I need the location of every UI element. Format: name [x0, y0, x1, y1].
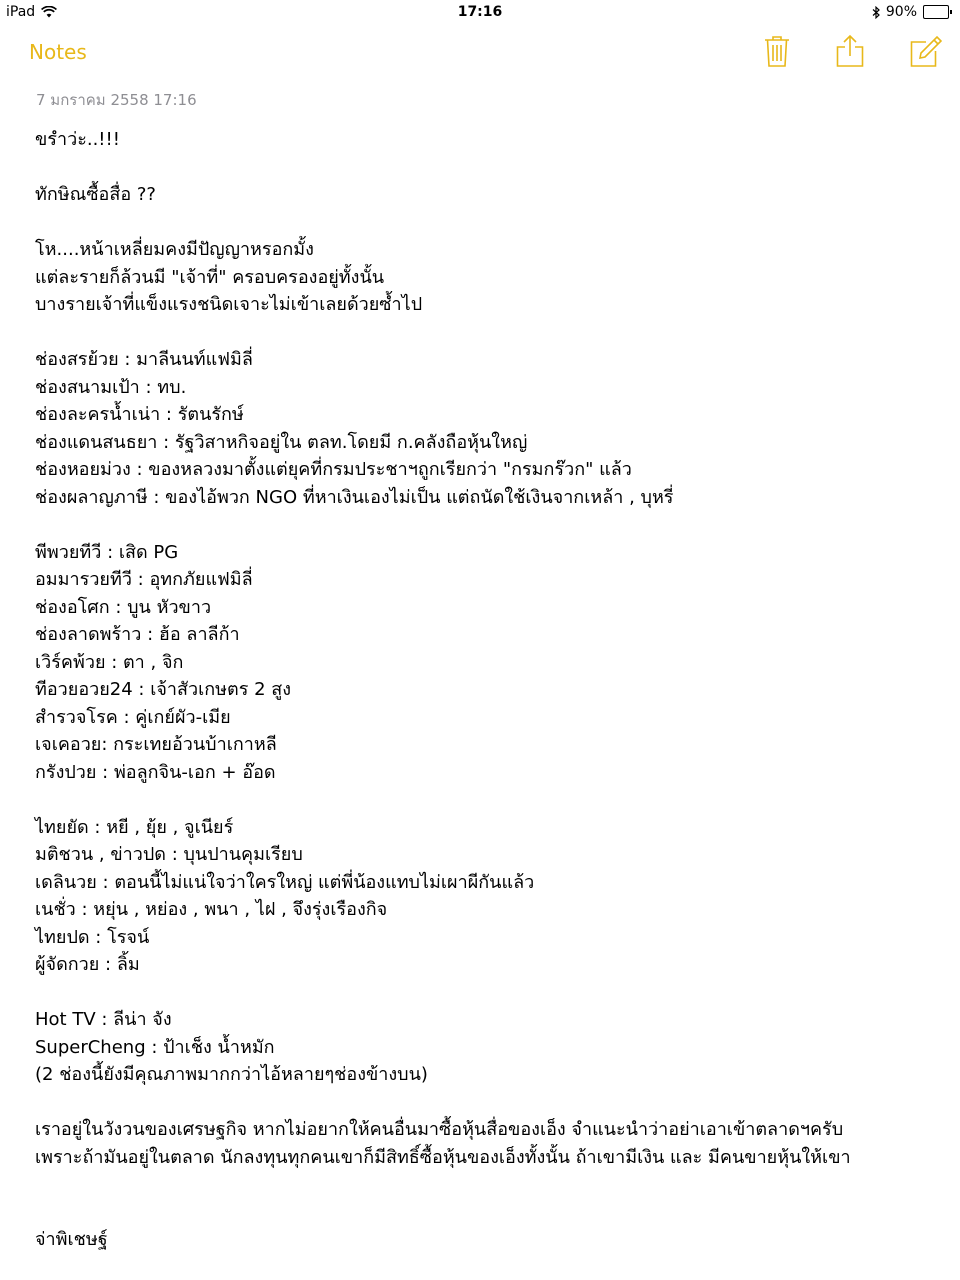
note-line: กรังปวย : พ่อลูกจิน-เอก + อ๊อด — [35, 761, 276, 783]
note-line: ขรำว่ะ..!!! — [35, 129, 120, 150]
note-line — [35, 1199, 935, 1227]
note-line: ช่องสรย้วย : มาลีนนท์แฟมิลี่ — [35, 349, 253, 370]
note-line — [35, 154, 935, 182]
note-line: ช่องแดนสนธยา : รัฐวิสาหกิจอยู่ใน ตลท.โดยมี ก.คลังถือหุ้นใหญ่ — [35, 431, 528, 453]
note-line: เดลินวย : ตอนนี้ไม่แน่ใจว่าใครใหญ่ แต่พี่น้องแทบไม่เผาผีกันแล้ว — [35, 871, 535, 893]
note-line — [35, 786, 935, 814]
status-bar — [0, 0, 960, 26]
note-line: ช่องสนามเป้า : ทบ. — [35, 376, 187, 398]
note-line: สำรวจโรค : คู่เกย์ผัว-เมีย — [35, 706, 231, 728]
note-line: ผู้จัดกวย : ลิ้ม — [35, 954, 140, 975]
note-line: ช่องอโศก : บูน หัวขาว — [35, 596, 212, 618]
note-line: พีพวยทีวี : เสิด PG — [35, 541, 179, 563]
bluetooth-icon — [872, 6, 880, 19]
note-line — [35, 511, 935, 539]
note-line: อมมารวยทีวี : อุทกภัยแฟมิลี่ — [35, 569, 253, 590]
note-line: SuperCheng : ป้าเช็ง น้ำหมัก — [35, 1036, 275, 1058]
note-line: บางรายเจ้าที่แข็งแรงชนิดเจาะไม่เข้าเลยด้วยซ้ำไป — [35, 294, 423, 315]
note-date: 7 มกราคม 2558 17:16 — [36, 91, 197, 109]
note-line: เราอยู่ในวังวนของเศรษฐกิจ หากไม่อยากให้คนอื่นมาซื้อหุ้นสื่อของเอ็ง จำแนะนำว่าอย่าเอาเข้าตลาดฯครับ — [35, 1119, 844, 1140]
notes-back-button[interactable]: Notes — [29, 40, 87, 64]
share-icon[interactable] — [834, 34, 866, 70]
note-line: ช่องละครน้ำเน่า : รัตนรักษ์ — [35, 404, 244, 425]
note-line — [35, 319, 935, 347]
note-line: ทีอวยอวย24 : เจ้าสัวเกษตร 2 สูง — [35, 679, 292, 700]
note-body[interactable] — [35, 126, 935, 1254]
note-line: โห....หน้าเหลี่ยมคงมีปัญญาหรอกมั้ง — [35, 239, 314, 260]
device-name: iPad — [6, 4, 36, 20]
note-line: ทักษิณซื้อสื่อ ?? — [35, 184, 156, 205]
status-right — [872, 4, 952, 20]
note-line: เพราะถ้ามันอยู่ในตลาด นักลงทุนทุกคนเขาก็มีสิทธิ์ซื้อหุ้นของเอ็งทั้งนั้น ถ้าเขามีเงิน และ มีคนขายหุ้นให้เขา — [35, 1146, 851, 1168]
note-line: Hot TV : ลีน่า จัง — [35, 1009, 172, 1030]
note-line: จ่าพิเชษฐ์ — [35, 1229, 108, 1250]
note-line: เนชั่ว : หยุ่น , หย่อง , พนา , ไฝ , จึงรุ่งเรืองกิจ — [35, 899, 388, 920]
note-line: ช่องหอยม่วง : ของหลวงมาตั้งแต่ยุคที่กรมประชาฯถูกเรียกว่า "กรมกร๊วก" แล้ว — [35, 459, 632, 480]
note-line: ไทยปด : โรจน์ — [35, 926, 150, 948]
compose-icon[interactable] — [908, 34, 940, 70]
note-line: แต่ละรายก็ล้วนมี "เจ้าที่" ครอบครองอยู่ทั้งนั้น — [35, 266, 385, 288]
note-line: (2 ช่องนี้ยังมีคุณภาพมากกว่าไอ้หลายๆช่องข้างบน) — [35, 1064, 428, 1085]
note-line — [35, 1089, 935, 1117]
note-line: มติชวน , ข่าวปด : บุนปานคุมเรียบ — [35, 844, 303, 865]
note-line: เจเคอวย: กระเทยอ้วนบ้าเกาหลี — [35, 734, 277, 755]
note-line: ช่องผลาญภาษี : ของไอ้พวก NGO ที่หาเงินเองไม่เป็น แต่ถนัดใช้เงินจากเหล้า , บุหรี่ — [35, 486, 674, 508]
trash-icon[interactable] — [761, 34, 793, 70]
note-line: ไทยยัด : หยี , ยุ้ย , จูเนียร์ — [35, 816, 234, 838]
battery-percent: 90% — [885, 4, 917, 20]
toolbar — [0, 26, 960, 82]
note-line: ช่องลาดพร้าว : ฮ้อ ลาลีก้า — [35, 624, 240, 645]
note-line: เวิร์คพ้วย : ตา , จิก — [35, 651, 184, 673]
note-line — [35, 209, 935, 237]
note-line — [35, 979, 935, 1007]
battery-icon — [923, 5, 952, 19]
note-line — [35, 1171, 935, 1199]
status-time: 17:16 — [457, 4, 503, 20]
